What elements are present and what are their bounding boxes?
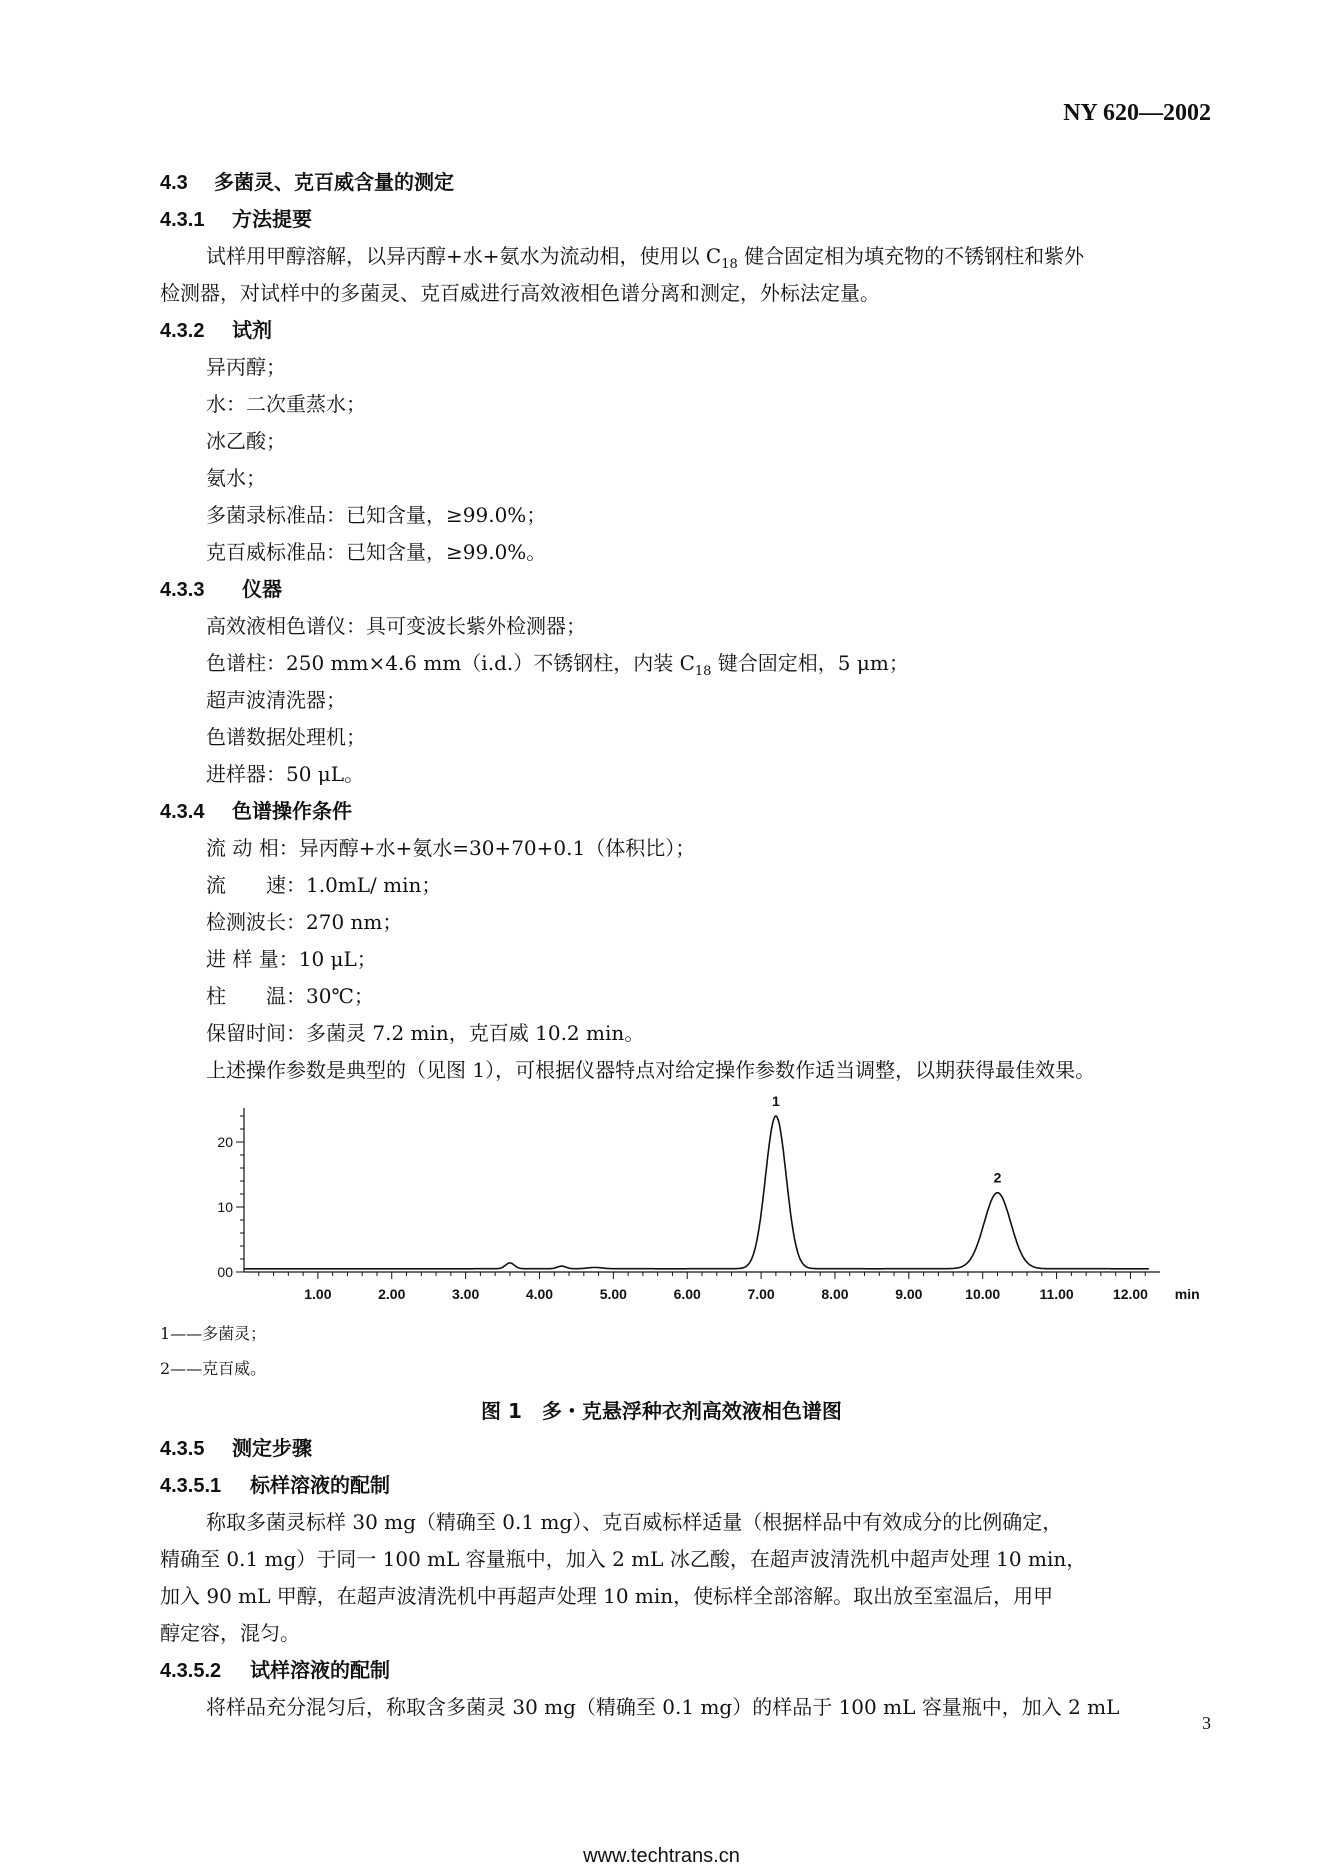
condition-note: 上述操作参数是典型的（见图 1），可根据仪器特点对给定操作参数作适当调整，以期获得最佳效果。 — [206, 1058, 1096, 1082]
standard-prep-line: 醇定容，混匀。 — [160, 1621, 300, 1645]
x-tick-label: 11.00 — [1039, 1286, 1074, 1302]
condition-item: 检测波长：270 nm； — [206, 910, 403, 934]
figure-caption: 图 1 多・克悬浮种衣剂高效液相色谱图 — [481, 1399, 842, 1423]
section-title: 标样溶液的配制 — [250, 1473, 390, 1497]
section-title: 测定步骤 — [232, 1436, 312, 1460]
condition-item: 进 样 量：10 μL； — [206, 947, 377, 971]
x-tick-label: 6.00 — [673, 1286, 701, 1302]
section-title: 仪器 — [242, 577, 282, 601]
x-tick-label: 10.00 — [965, 1286, 1001, 1302]
x-tick-label: 7.00 — [747, 1286, 775, 1302]
y-tick-label: 10 — [217, 1199, 233, 1215]
standard-code: NY 620—2002 — [1063, 100, 1211, 126]
y-tick-label: 00 — [217, 1264, 233, 1280]
section-title: 方法提要 — [232, 207, 312, 231]
method-summary-line-1: 试样用甲醇溶解，以异丙醇+水+氨水为流动相，使用以 $C_{18}$ 健合固定相为填充物的不锈钢柱和紫外 — [206, 244, 1085, 272]
chromatogram-trace — [244, 1116, 1149, 1269]
footer-url: www.techtrans.cn — [583, 1845, 740, 1867]
chromatogram-chart — [200, 1086, 1200, 1316]
condition-item: 流 动 相：异丙醇+水+氨水=30+70+0.1（体积比）； — [206, 836, 696, 860]
x-tick-label: 5.00 — [599, 1286, 627, 1302]
instrument-item: 超声波清洗器； — [206, 688, 346, 712]
x-tick-label: 1.00 — [304, 1286, 332, 1302]
sample-prep-line: 将样品充分混匀后，称取含多菌灵 30 mg（精确至 0.1 mg）的样品于 100 mL 容量瓶中，加入 2 mL — [206, 1695, 1120, 1719]
reagent-item: 水：二次重蒸水； — [206, 392, 366, 416]
x-tick-label: 12.00 — [1112, 1286, 1148, 1302]
section-4-3-2-heading — [160, 314, 272, 343]
x-tick-label: 3.00 — [451, 1286, 480, 1302]
section-title: 试样溶液的配制 — [250, 1658, 390, 1682]
condition-item: 保留时间：多菌灵 7.2 min，克百威 10.2 min。 — [206, 1021, 645, 1045]
section-title: 试剂 — [232, 318, 272, 342]
reagent-item: 冰乙酸； — [206, 429, 286, 453]
section-number: 4.3.5.1 — [160, 1475, 222, 1497]
reagent-item: 氨水； — [206, 466, 266, 490]
standard-prep-line: 加入 90 mL 甲醇，在超声波清洗机中再超声处理 10 min，使标样全部溶解。取出放至室温后，用甲 — [160, 1584, 1054, 1608]
legend-item-1: 1——多菌灵； — [160, 1324, 267, 1343]
page-number: 3 — [1202, 1713, 1211, 1733]
section-title: 色谱操作条件 — [232, 799, 352, 823]
y-tick-label: 20 — [217, 1134, 233, 1150]
instrument-item: 色谱数据处理机； — [206, 725, 366, 749]
instrument-item: 进样器：50 μL。 — [206, 762, 365, 786]
reagent-item: 克百威标准品：已知含量，≥99.0%。 — [206, 540, 547, 564]
section-title: 多菌灵、克百威含量的测定 — [214, 170, 454, 194]
x-tick-label: 2.00 — [378, 1286, 406, 1302]
standard-prep-line: 精确至 0.1 mg）于同一 100 mL 容量瓶中，加入 2 mL 冰乙酸，在超声波清洗机中超声处理 10 min， — [160, 1547, 1087, 1571]
reagent-item: 异丙醇； — [206, 355, 286, 379]
section-4-3-5-1-heading — [160, 1469, 390, 1498]
condition-item: 柱 温：30℃； — [206, 984, 374, 1008]
section-4-3-5-heading — [160, 1432, 312, 1461]
instrument-item: 高效液相色谱仪：具可变波长紫外检测器； — [206, 614, 586, 638]
section-4-3-5-2-heading — [160, 1654, 390, 1683]
reagent-item: 多菌录标准品：已知含量，≥99.0%； — [206, 503, 547, 527]
condition-item: 流 速：1.0mL/ min； — [206, 873, 442, 897]
legend-item-2: 2——克百威。 — [160, 1359, 267, 1378]
section-number: 4.3 — [160, 172, 188, 194]
standard-prep-line: 称取多菌灵标样 30 mg（精确至 0.1 mg）、克百威标样适量（根据样品中有效成分的比例确定， — [206, 1510, 1063, 1534]
x-axis-unit: min — [1174, 1286, 1200, 1302]
section-number: 4.3.2 — [160, 320, 205, 342]
section-number: 4.3.5.2 — [160, 1660, 222, 1682]
method-summary-line-2: 检测器，对试样中的多菌灵、克百威进行高效液相色谱分离和测定，外标法定量。 — [160, 281, 880, 305]
section-number: 4.3.5 — [160, 1438, 205, 1460]
section-number: 4.3.3 — [160, 579, 205, 601]
peak-label-1: 1 — [771, 1093, 780, 1109]
peak-label-2: 2 — [993, 1169, 1002, 1186]
x-tick-label: 9.00 — [895, 1286, 923, 1302]
section-4-3-4-heading — [160, 795, 352, 824]
x-tick-label: 4.00 — [525, 1286, 554, 1302]
section-4-3-3-heading — [160, 573, 282, 602]
x-tick-label: 8.00 — [821, 1286, 849, 1302]
section-4-3-heading — [160, 166, 454, 195]
section-number: 4.3.1 — [160, 209, 205, 231]
section-4-3-1-heading — [160, 203, 312, 232]
section-number: 4.3.4 — [160, 801, 205, 823]
instrument-item: 色谱柱：250 mm×4.6 mm（i.d.）不锈钢柱，内装 $C_{18}$ 键合固定相，5 μm； — [206, 651, 909, 679]
